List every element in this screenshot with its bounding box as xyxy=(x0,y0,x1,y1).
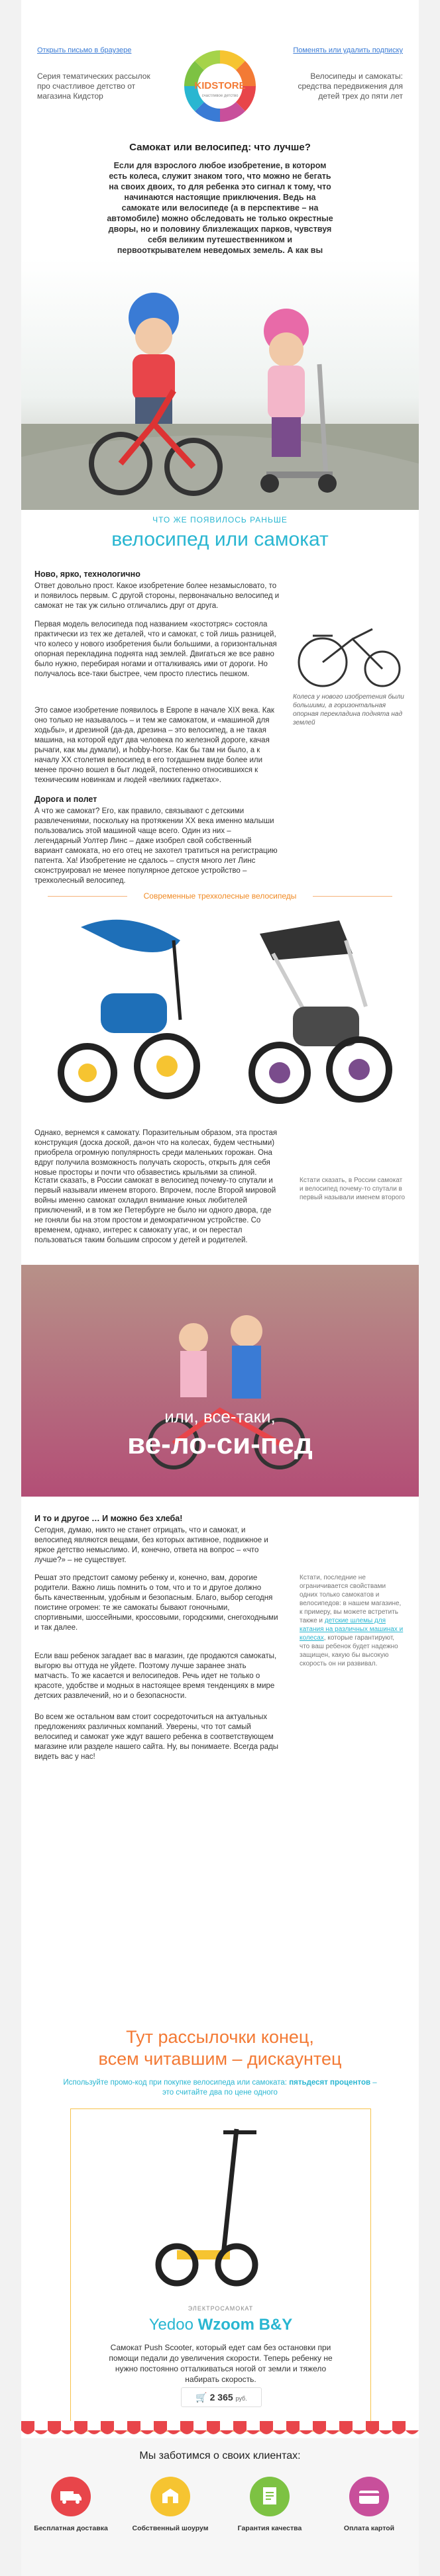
purple-tricycle-image[interactable] xyxy=(233,914,399,1113)
perk-card-payment[interactable] xyxy=(319,2477,419,2532)
intro-text: Если для взрослого любое изобретение, в котором есть колеса, служит знаком того, что можно не бегать на своих двоих, то для ребенка это сигнал к тому, что начинаются настоящие приключения. Ведь на самокате или велосипеде (а в перспективе – на автомобиле) можно обследовать не только окрестные дворы, но и половину близлежащих парков, чувствуя себя великим путешественником и первооткрывателем неведомых земель. А как вы xyxy=(107,161,333,255)
section3-side-caption xyxy=(300,1573,406,1668)
product-currency: руб. xyxy=(235,2395,247,2402)
section1-paragraph-4: А что же самокат? Его, как правило, связывают с детскими развлечениями, поскольку на протяжении XX века именно малыши пользовались этой машиной чаще всего. Один из них – легендарный Уолтер Линс – даже изобрел свой собственный вариант самоката, но его отец не захотел тратиться на регистрацию патента. Ха! Изобретение не сдалось – спустя много лет Линс сконструировал не менее популярное детское устройство – трехколесный велосипед. xyxy=(34,807,278,885)
kidstore-logo[interactable] xyxy=(182,48,258,124)
intro-title: Самокат или велосипед: что лучше? xyxy=(129,142,311,153)
banner-line-2: ве-ло-си-пед xyxy=(127,1428,313,1460)
unsubscribe-link[interactable]: Поменять или удалить подписку xyxy=(293,46,403,54)
section1-heading-2: Дорога и полет xyxy=(34,795,97,804)
section1-title: велосипед или самокат xyxy=(111,528,329,550)
hero-kids-image xyxy=(21,258,419,510)
perk-label: Собственный шоурум xyxy=(132,2524,209,2532)
ending-title xyxy=(21,2026,419,2070)
certificate-icon xyxy=(250,2477,290,2516)
promo-lead: Используйте промо-код при покупке велосипеда или самоката: xyxy=(63,2079,288,2087)
ending-title-line-2: всем читавшим – дискаунтец xyxy=(98,2049,342,2069)
perk-label: Бесплатная доставка xyxy=(34,2524,108,2532)
promo-tail: – это считайте два по цене одного xyxy=(162,2079,377,2097)
boneshaker-illustration xyxy=(293,616,406,689)
email-sheet xyxy=(21,0,419,2576)
tricycles-title: Современные трехколесные велосипеды xyxy=(21,891,419,901)
view-in-browser-link[interactable]: Открыть письмо в браузере xyxy=(37,46,132,54)
header-right-text: Велосипеды и самокаты: средства передвижения для детей трех до пяти лет xyxy=(298,72,403,101)
product-tag: ЭЛЕКТРОСАМОКАТ xyxy=(188,2305,254,2312)
perk-label: Оплата картой xyxy=(343,2524,395,2532)
banner-line-1: или, все-таки, xyxy=(164,1407,276,1426)
promo-text xyxy=(61,2078,379,2098)
logo-subtitle: счастливое детство xyxy=(201,94,239,98)
section3-paragraph-4: Во всем же остальном вам стоит сосредоточиться на актуальных предложениях различных компаний. Уверены, что тот самый велосипед и самокат уже ждут вашего ребенка в соответствующем магазине или разделе нашего сайта. Ну, вы понимаете. Всегда рады видеть вас у нас! xyxy=(34,1713,279,1761)
section2-paragraph-1: Однако, вернемся к самокату. Поразительным образом, эта простая конструкция (доска доской, да»он что на колесах, будем честными) приобрела огромную популярность среди маленьких горожан. Она вдруг получила возможность получать скорость, открыть для себя новые просторы и почти что обзавестись крыльями за спиной. xyxy=(34,1129,278,1177)
side-caption-text-a: Кстати, последние не ограничивается свойствами одних только самокатов и велосипедов: в нашем магазине, к примеру, вы можете встретить также и xyxy=(300,1574,402,1624)
side-caption-text-b: , которые гарантируют, что ваш ребенок будет надежно защищен, какую бы высокую скорость он ни развивал. xyxy=(300,1634,398,1667)
product-model: Wzoom B&Y xyxy=(197,2316,293,2334)
section1-paragraph-3: Это самое изобретение появилось в Европе в начале XIX века. Как оно только не называлось – и тем же самокатом, и «машиной для ходьбы», и дрезиной (да-да, дрезина – это велосипед, а не такая машина, на которой едут два человека по железной дороге, качая рычаги, как мы думали), и hobby-horse. Как бы там ни было, а к началу XX столетия велосипед в его тогдашнем виде более или менее прочно вошел в быт людей, постепенно относившихся к техническим новинкам и людей «великих гаджетах». xyxy=(34,707,274,784)
truck-icon xyxy=(51,2477,91,2516)
helmets-link[interactable]: детские шлемы для катания на различных машинах и колесах xyxy=(300,1617,404,1642)
perk-showroom[interactable] xyxy=(121,2477,220,2532)
section3-paragraph-3: Если ваш ребенок загадает вас в магазин, где продаются самокаты, выгорю вы оттуда не уйдете. Поэтому лучше заранее знать матчасть. То же касается и велосипедов. Речь идет не только о красоте, удобстве и модных в настоящее время тенденциях в мире детских развлечений, но и о безопасности. xyxy=(34,1652,277,1700)
header-left-text: Серия тематических рассылок про счастливое детство от магазина Кидстор xyxy=(37,72,150,101)
product-brand: Yedoo xyxy=(148,2316,193,2334)
product-description: Самокат Push Scooter, который едет сам без остановки при помощи педали до увеличения скорости. Теперь ребенку не нужно постоянно отталкиваться ногой от земли и тяжело набирать скорость. xyxy=(109,2343,333,2384)
boneshaker-caption: Колеса у нового изобретения были большими, а горизонтальная опорная перекладина поднята над землей xyxy=(293,693,404,726)
section1-kicker: ЧТО ЖЕ ПОЯВИЛОСЬ РАНЬШЕ xyxy=(152,515,288,524)
product-price: 2 365 xyxy=(209,2392,233,2403)
ending-title-line-1: Тут рассылочки конец, xyxy=(126,2027,314,2047)
blue-tricycle-image[interactable] xyxy=(41,914,207,1113)
kids-bicycle-banner xyxy=(21,1265,419,1497)
showroom-icon xyxy=(150,2477,190,2516)
promo-code: пятьдесят процентов xyxy=(289,2079,371,2087)
awning-border xyxy=(21,2421,419,2438)
product-name[interactable] xyxy=(71,2316,370,2334)
care-title: Мы заботимся о своих клиентах: xyxy=(139,2450,301,2461)
product-card[interactable] xyxy=(70,2108,371,2432)
section1-paragraph-2: Первая модель велосипеда под названием «костотряс» состояла практически из тех же деталей, что и самокат, с той лишь разницей, что колесо у нового изобретения были большими, а горизонтальная опорная перекладина поднята над землей. Двигаться же все равно было нужно, перебирая ногами и отталкиваясь ими от дороги. Но получалось все-таки быстрее, чем просто плестись пешком. xyxy=(34,620,277,678)
scooter-image[interactable] xyxy=(150,2122,290,2288)
perk-quality[interactable] xyxy=(220,2477,319,2532)
section2-paragraph-2: Кстати сказать, в России самокат в велосипед почему-то спутали и первый называли именем второго. Впрочем, после Второй мировой войны именно самокат охладил внимание юных любителей приключений, и в том же Петербурге не было ни одного двора, где не гоняли бы на этом простом и демократичном устройстве. Со временем, однако, интерес к самокату угас, и он перестал пользоваться таким большим спросом у детей и родителей. xyxy=(34,1177,276,1244)
cart-icon: 🛒 xyxy=(195,2392,207,2403)
price-badge[interactable] xyxy=(181,2387,262,2407)
perk-free-delivery[interactable] xyxy=(21,2477,121,2532)
section3-paragraph-1: Сегодня, думаю, никто не станет отрицать, что и самокат, и велосипед являются вещами, без которых активное, подвижное и яркое детство немыслимо. И, конечно, ответа на вопрос – «что лучше?» – не существует. xyxy=(34,1526,268,1564)
perk-label: Гарантия качества xyxy=(237,2524,302,2532)
section1-heading: Ново, ярко, технологично xyxy=(34,570,140,579)
card-icon xyxy=(349,2477,389,2516)
section3-heading: И то и другое … И можно без хлеба! xyxy=(34,1514,183,1523)
section2-side-caption: Кстати сказать, в России самокат и велосипед почему-то спутали в первый называли именем второго xyxy=(300,1177,406,1201)
section1-paragraph-1: Ответ довольно прост. Какое изобретение более незамысловато, то и появилось первым. С другой стороны, первоначально велосипед и самокат не так уж сильно отличались друг от друга. xyxy=(34,582,280,610)
section3-paragraph-2: Решат это предстоит самому ребенку и, конечно, вам, дорогие родители. Важно лишь помнить о том, что и то и другое должно быть качественным, удобным и безопасным. Благо, выбор сегодня поистине огромен: те же самокаты бывают гоночными, спортивными, шоссейными, кроссовыми, городскими, снегоходными и так далее. xyxy=(34,1574,278,1632)
logo-text: KIDSTORE xyxy=(194,80,246,91)
